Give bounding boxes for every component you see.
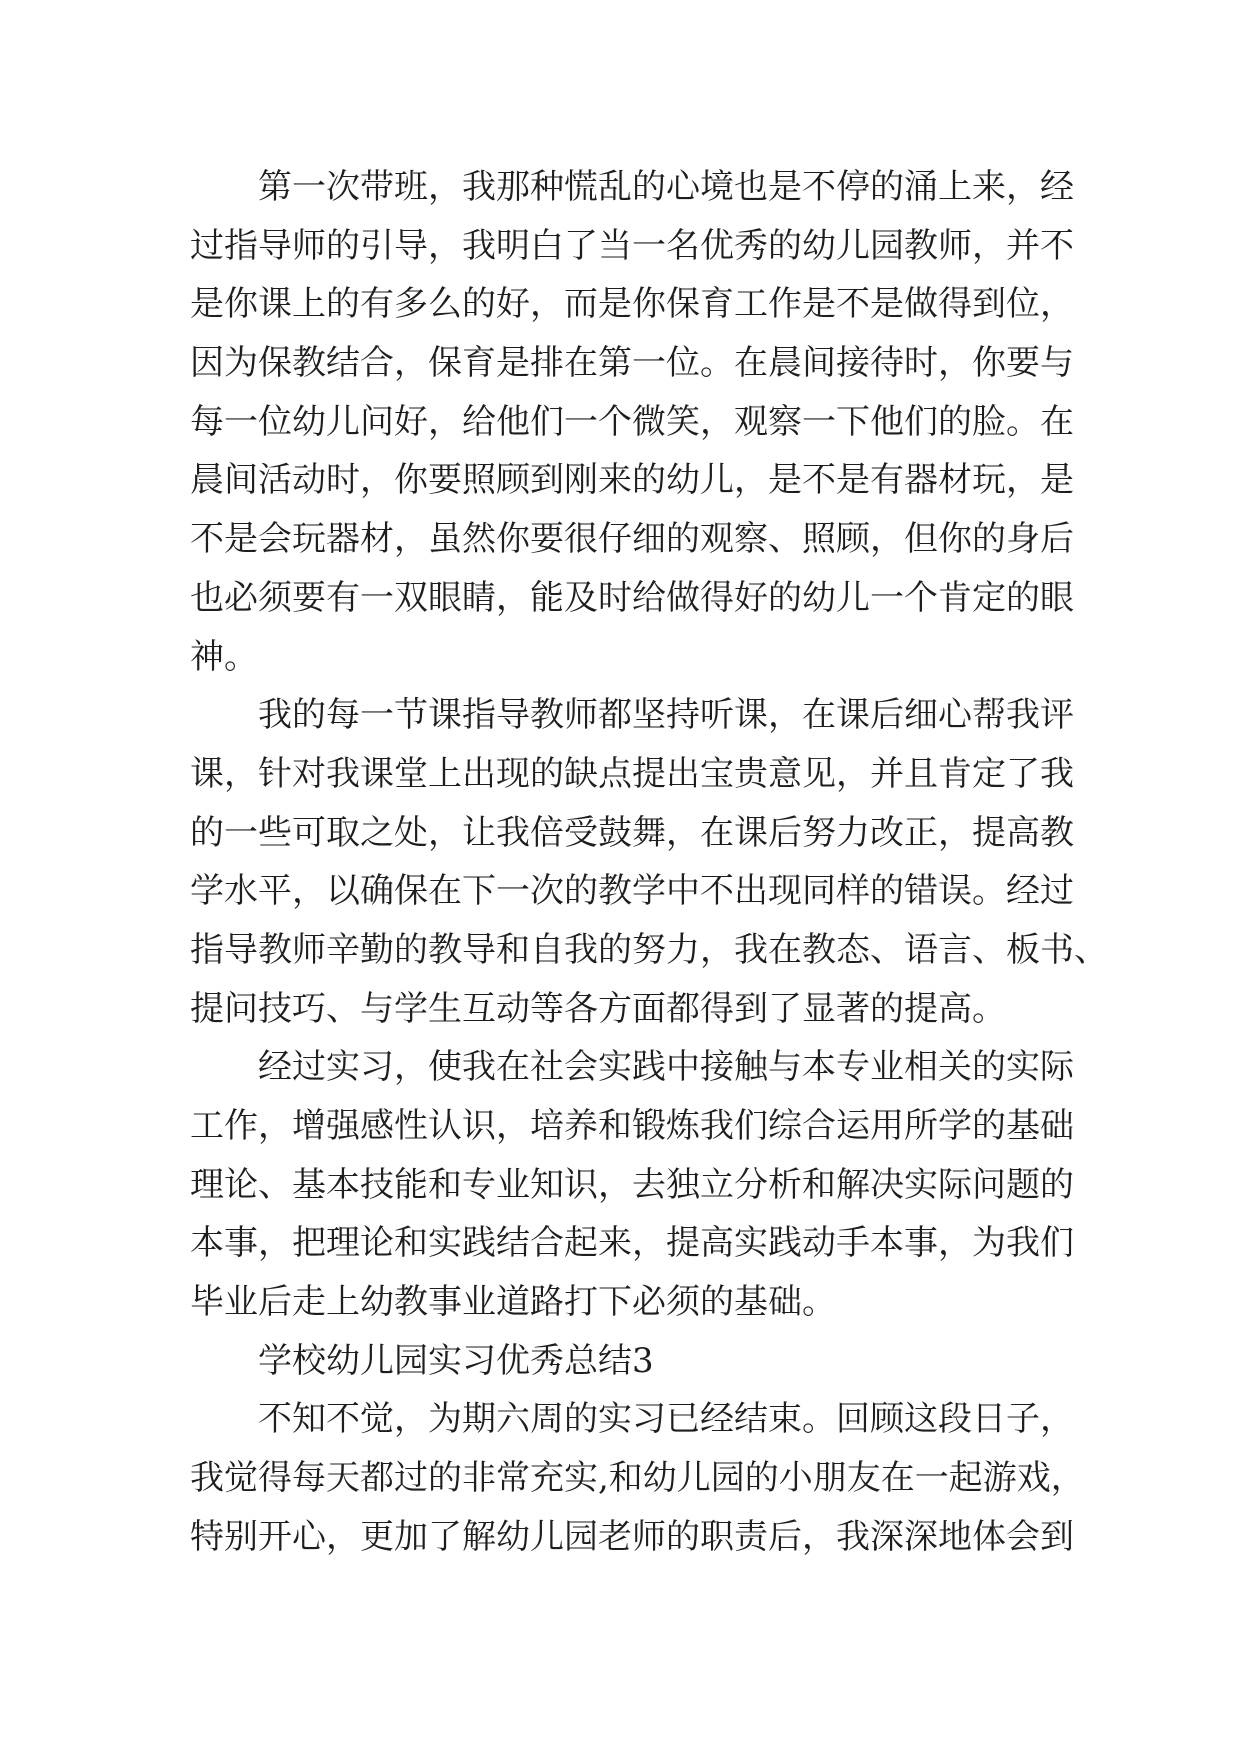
paragraph-line: 特别开心，更加了解幼儿园老师的职责后，我深深地体会到 [190, 1516, 1074, 1557]
paragraph-line: 过指导师的引导，我明白了当一名优秀的幼儿园教师，并不 [190, 225, 1074, 266]
paragraph-line: 不是会玩器材，虽然你要很仔细的观察、照顾，但你的身后 [190, 519, 1074, 560]
paragraph-line: 我觉得每天都过的非常充实,和幼儿园的小朋友在一起游戏， [190, 1458, 1085, 1499]
paragraph-line: 我的每一节课指导教师都坚持听课，在课后细心帮我评 [258, 695, 1074, 736]
paragraph-line: 的一些可取之处，让我倍受鼓舞，在课后努力改正，提高教 [190, 812, 1074, 853]
paragraph-line: 提问技巧、与学生互动等各方面都得到了显著的提高。 [190, 988, 1006, 1029]
paragraph-line: 神。 [190, 636, 258, 677]
paragraph-line: 学水平，以确保在下一次的教学中不出现同样的错误。经过 [190, 871, 1074, 912]
section-heading: 学校幼儿园实习优秀总结3 [258, 1340, 654, 1381]
paragraph-line: 经过实习，使我在社会实践中接触与本专业相关的实际 [258, 1047, 1074, 1088]
paragraph-line: 指导教师辛勤的教导和自我的努力，我在教态、语言、板书、 [190, 929, 1108, 970]
paragraph-line: 也必须要有一双眼睛，能及时给做得好的幼儿一个肯定的眼 [190, 577, 1074, 618]
paragraph-line: 是你课上的有多么的好，而是你保育工作是不是做得到位， [190, 284, 1074, 325]
paragraph-line: 因为保教结合，保育是排在第一位。在晨间接待时，你要与 [190, 343, 1074, 384]
paragraph-line: 工作，增强感性认识，培养和锻炼我们综合运用所学的基础 [190, 1106, 1074, 1146]
paragraph-line: 每一位幼儿问好，给他们一个微笑，观察一下他们的脸。在 [190, 401, 1074, 442]
document-body [190, 158, 1108, 1567]
paragraph-line: 课，针对我课堂上出现的缺点提出宝贵意见，并且肯定了我 [190, 753, 1074, 794]
paragraph-line: 毕业后走上幼教事业道路打下必须的基础。 [190, 1282, 836, 1323]
paragraph-line: 晨间活动时，你要照顾到刚来的幼儿，是不是有器材玩，是 [190, 460, 1074, 501]
paragraph-line: 本事，把理论和实践结合起来，提高实践动手本事，为我们 [190, 1223, 1074, 1264]
paragraph-line: 理论、基本技能和专业知识，去独立分析和解决实际问题的 [190, 1164, 1074, 1205]
paragraph-line: 第一次带班，我那种慌乱的心境也是不停的涌上来，经 [258, 167, 1074, 207]
paragraph-line: 不知不觉，为期六周的实习已经结束。回顾这段日子， [258, 1399, 1074, 1440]
